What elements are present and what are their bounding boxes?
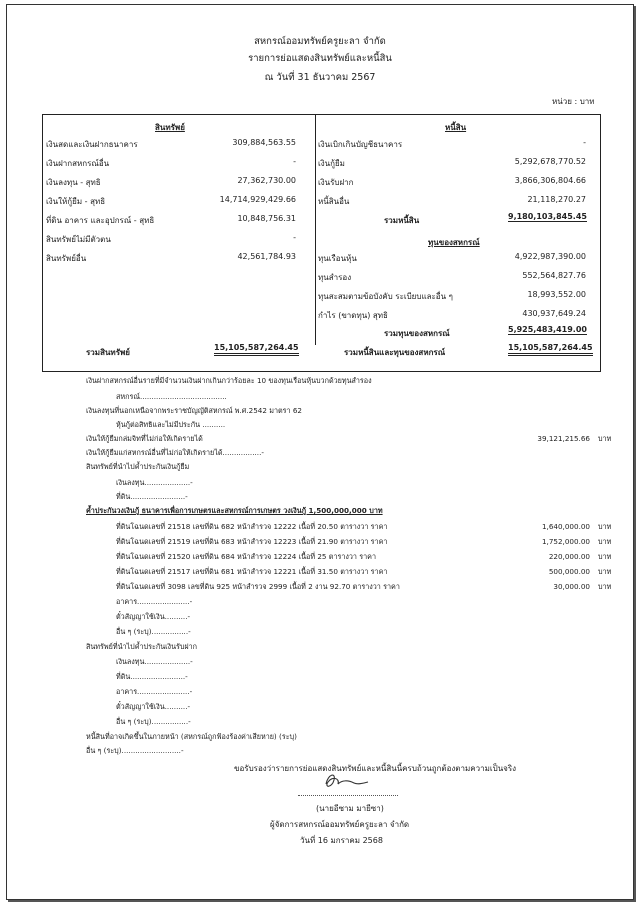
note-deposit-other: เงินฝากสหกรณ์อื่นรายที่มีจำนวนเงินฝากเกินกว่าร้อยละ 10 ของทุนเรือนหุ้นบวกด้วยทุนสำรอง [86,376,372,385]
deposit-collateral-other: อื่น ๆ (ระบุ)................- [116,717,191,726]
asset-label: เงินให้กู้ยืม - สุทธิ [46,197,106,206]
liability-label: เงินกู้ยืม [318,159,345,168]
land-deed-row: ที่ดินโฉนดเลขที่ 3098 เลขที่ดิน 925 หน้าสำรวจ 2999 เนื้อที่ 2 งาน 92.70 ตารางวา ราคา [116,582,400,591]
asset-label: ที่ดิน อาคาร และอุปกรณ์ - สุทธิ [46,216,155,225]
asset-value: 27,362,730.00 [237,176,296,185]
note-investment: เงินลงทุนที่นอกเหนือจากพระราชบัญญัติสหกรณ์ พ.ศ.2542 มาตรา 62 [86,406,303,415]
signer-date: วันที่ 16 มกราคม 2568 [300,836,383,845]
equity-label: กำไร (ขาดทุน) สุทธิ [318,311,388,320]
certification-text: ขอรับรองว่ารายการย่อแสดงสินทรัพย์และหนี้สินนี้ครบถ้วนถูกต้องตามความเป็นจริง [234,764,517,773]
asset-value: - [293,233,296,242]
land-deed-unit: บาท [598,522,612,531]
asset-value: - [293,157,296,166]
collateral-other: อื่น ๆ (ระบุ)................- [116,627,191,636]
assets-total-label: รวมสินทรัพย์ [86,348,130,357]
equity-heading: ทุนของสหกรณ์ [428,238,480,247]
note-deposit-other-coop: สหกรณ์...................................... [116,392,227,401]
column-divider [315,115,316,345]
assets-total-value: 15,105,587,264.45 [214,343,299,356]
liabilities-total-value: 9,180,103,845.45 [508,212,587,221]
asset-label: เงินลงทุน - สุทธิ [46,178,101,187]
liability-value: 5,292,678,770.52 [514,157,586,166]
note-npl-coop: เงินให้กู้ยืมแก่สหกรณ์อื่นที่ไม่ก่อให้เกิดรายได้.................- [86,448,264,457]
asset-label: สินทรัพย์ไม่มีตัวตน [46,235,111,244]
grand-total-label: รวมหนี้สินและทุนของสหกรณ์ [344,348,446,357]
collateral-land: ที่ดิน........................- [116,492,188,501]
collateral-investment: เงินลงทุน....................- [116,478,193,487]
note-npl: เงินให้กู้ยืมกล่มจิทที่ไม่ก่อให้เกิดรายได้ [86,434,203,443]
equity-value: 430,937,649.24 [522,309,586,318]
note-other: อื่น ๆ (ระบุ)..........................- [86,746,184,755]
land-deed-row: ที่ดินโฉนดเลขที่ 21520 เลขที่ดิน 684 หน้าสำรวจ 12224 เนื้อที่ 25 ตารางวา ราคา [116,552,376,561]
land-deed-unit: บาท [598,537,612,546]
assets-heading: สินทรัพย์ [155,123,185,132]
asset-label: เงินฝากสหกรณ์อื่น [46,159,110,168]
deposit-collateral-investment: เงินลงทุน....................- [116,657,193,666]
unit-label: หน่วย : บาท [552,97,595,106]
note-debentures: หุ้นกู้ต่อสิทธิและไม่มีประกัน .......... [116,420,226,429]
land-deed-row: ที่ดินโฉนดเลขที่ 21518 เลขที่ดิน 682 หน้าสำรวจ 12222 เนื้อที่ 20.50 ตารางวา ราคา [116,522,388,531]
deposit-collateral-building: อาคาร.......................- [116,687,193,696]
equity-total-label: รวมทุนของสหกรณ์ [384,329,450,338]
grand-total-value: 15,105,587,264.45 [508,343,593,356]
land-deed-value: 500,000.00 [548,567,590,576]
note-collateral-loan: สินทรัพย์ที่นำไปค้ำประกันเงินกู้ยืม [86,462,190,471]
report-title: รายการย่อแสดงสินทรัพย์และหนี้สิน [248,53,392,64]
deposit-collateral-land: ที่ดิน........................- [116,672,188,681]
land-deed-value: 220,000.00 [548,552,590,561]
liabilities-heading: หนี้สิน [445,123,467,132]
report-date: ณ วันที่ 31 ธันวาคม 2567 [264,72,376,83]
loan-guarantee-heading: ค้ำประกันวงเงินกู้ ธนาคารเพื่อการเกษตรและสหกรณ์การเกษตร วงเงินกู้ 1,500,000,000 บาท [86,506,383,515]
equity-label: ทุนเรือนหุ้น [318,254,357,263]
note-npl-value: 39,121,215.66 [537,434,590,443]
note-contingent-liability: หนี้สินที่อาจเกิดขึ้นในภายหน้า (สหกรณ์ถูกฟ้องร้องค่าเสียหาย) (ระบุ) [86,732,297,741]
org-name: สหกรณ์ออมทรัพย์ครูยะลา จำกัด [254,36,386,47]
signer-name: (นายอีซาม มายีซา) [316,804,384,813]
liability-value: - [583,138,586,147]
equity-value: 4,922,987,390.00 [514,252,586,261]
land-deed-value: 30,000.00 [553,582,590,591]
asset-label: เงินสดและเงินฝากธนาคาร [46,140,138,149]
deposit-collateral-promissory: ตั๋วสัญญาใช้เงิน..........- [116,702,191,711]
liability-label: เงินรับฝาก [318,178,354,187]
equity-total-value: 5,925,483,419.00 [508,325,587,334]
liabilities-total-label: รวมหนี้สิน [384,216,420,225]
liability-label: หนี้สินอื่น [318,197,350,206]
asset-value: 14,714,929,429.66 [219,195,296,204]
equity-value: 18,993,552.00 [527,290,586,299]
asset-label: สินทรัพย์อื่น [46,254,87,263]
signer-position: ผู้จัดการสหกรณ์ออมทรัพย์ครูยะลา จำกัด [270,820,410,829]
land-deed-row: ที่ดินโฉนดเลขที่ 21519 เลขที่ดิน 683 หน้าสำรวจ 12223 เนื้อที่ 21.90 ตารางวา ราคา [116,537,388,546]
signature-line [298,795,398,796]
collateral-building: อาคาร.......................- [116,597,193,606]
land-deed-value: 1,752,000.00 [541,537,590,546]
collateral-promissory: ตั๋วสัญญาใช้เงิน..........- [116,612,191,621]
note-collateral-deposit: สินทรัพย์ที่นำไปค้ำประกันเงินรับฝาก [86,642,198,651]
liability-value: 21,118,270.27 [527,195,586,204]
asset-value: 10,848,756.31 [237,214,296,223]
land-deed-value: 1,640,000.00 [541,522,590,531]
equity-label: ทุนสะสมตามข้อบังคับ ระเบียบและอื่น ๆ [318,292,453,301]
land-deed-unit: บาท [598,567,612,576]
asset-value: 309,884,563.55 [232,138,296,147]
asset-value: 42,561,784.93 [237,252,296,261]
equity-label: ทุนสำรอง [318,273,352,282]
land-deed-unit: บาท [598,552,612,561]
note-npl-unit: บาท [598,434,612,443]
equity-value: 552,564,827.76 [522,271,586,280]
land-deed-unit: บาท [598,582,612,591]
liability-value: 3,866,306,804.66 [514,176,586,185]
liability-label: เงินเบิกเกินบัญชีธนาคาร [318,140,403,149]
signature-mark [318,770,373,792]
land-deed-row: ที่ดินโฉนดเลขที่ 21517 เลขที่ดิน 681 หน้าสำรวจ 12221 เนื้อที่ 31.50 ตารางวา ราคา [116,567,388,576]
